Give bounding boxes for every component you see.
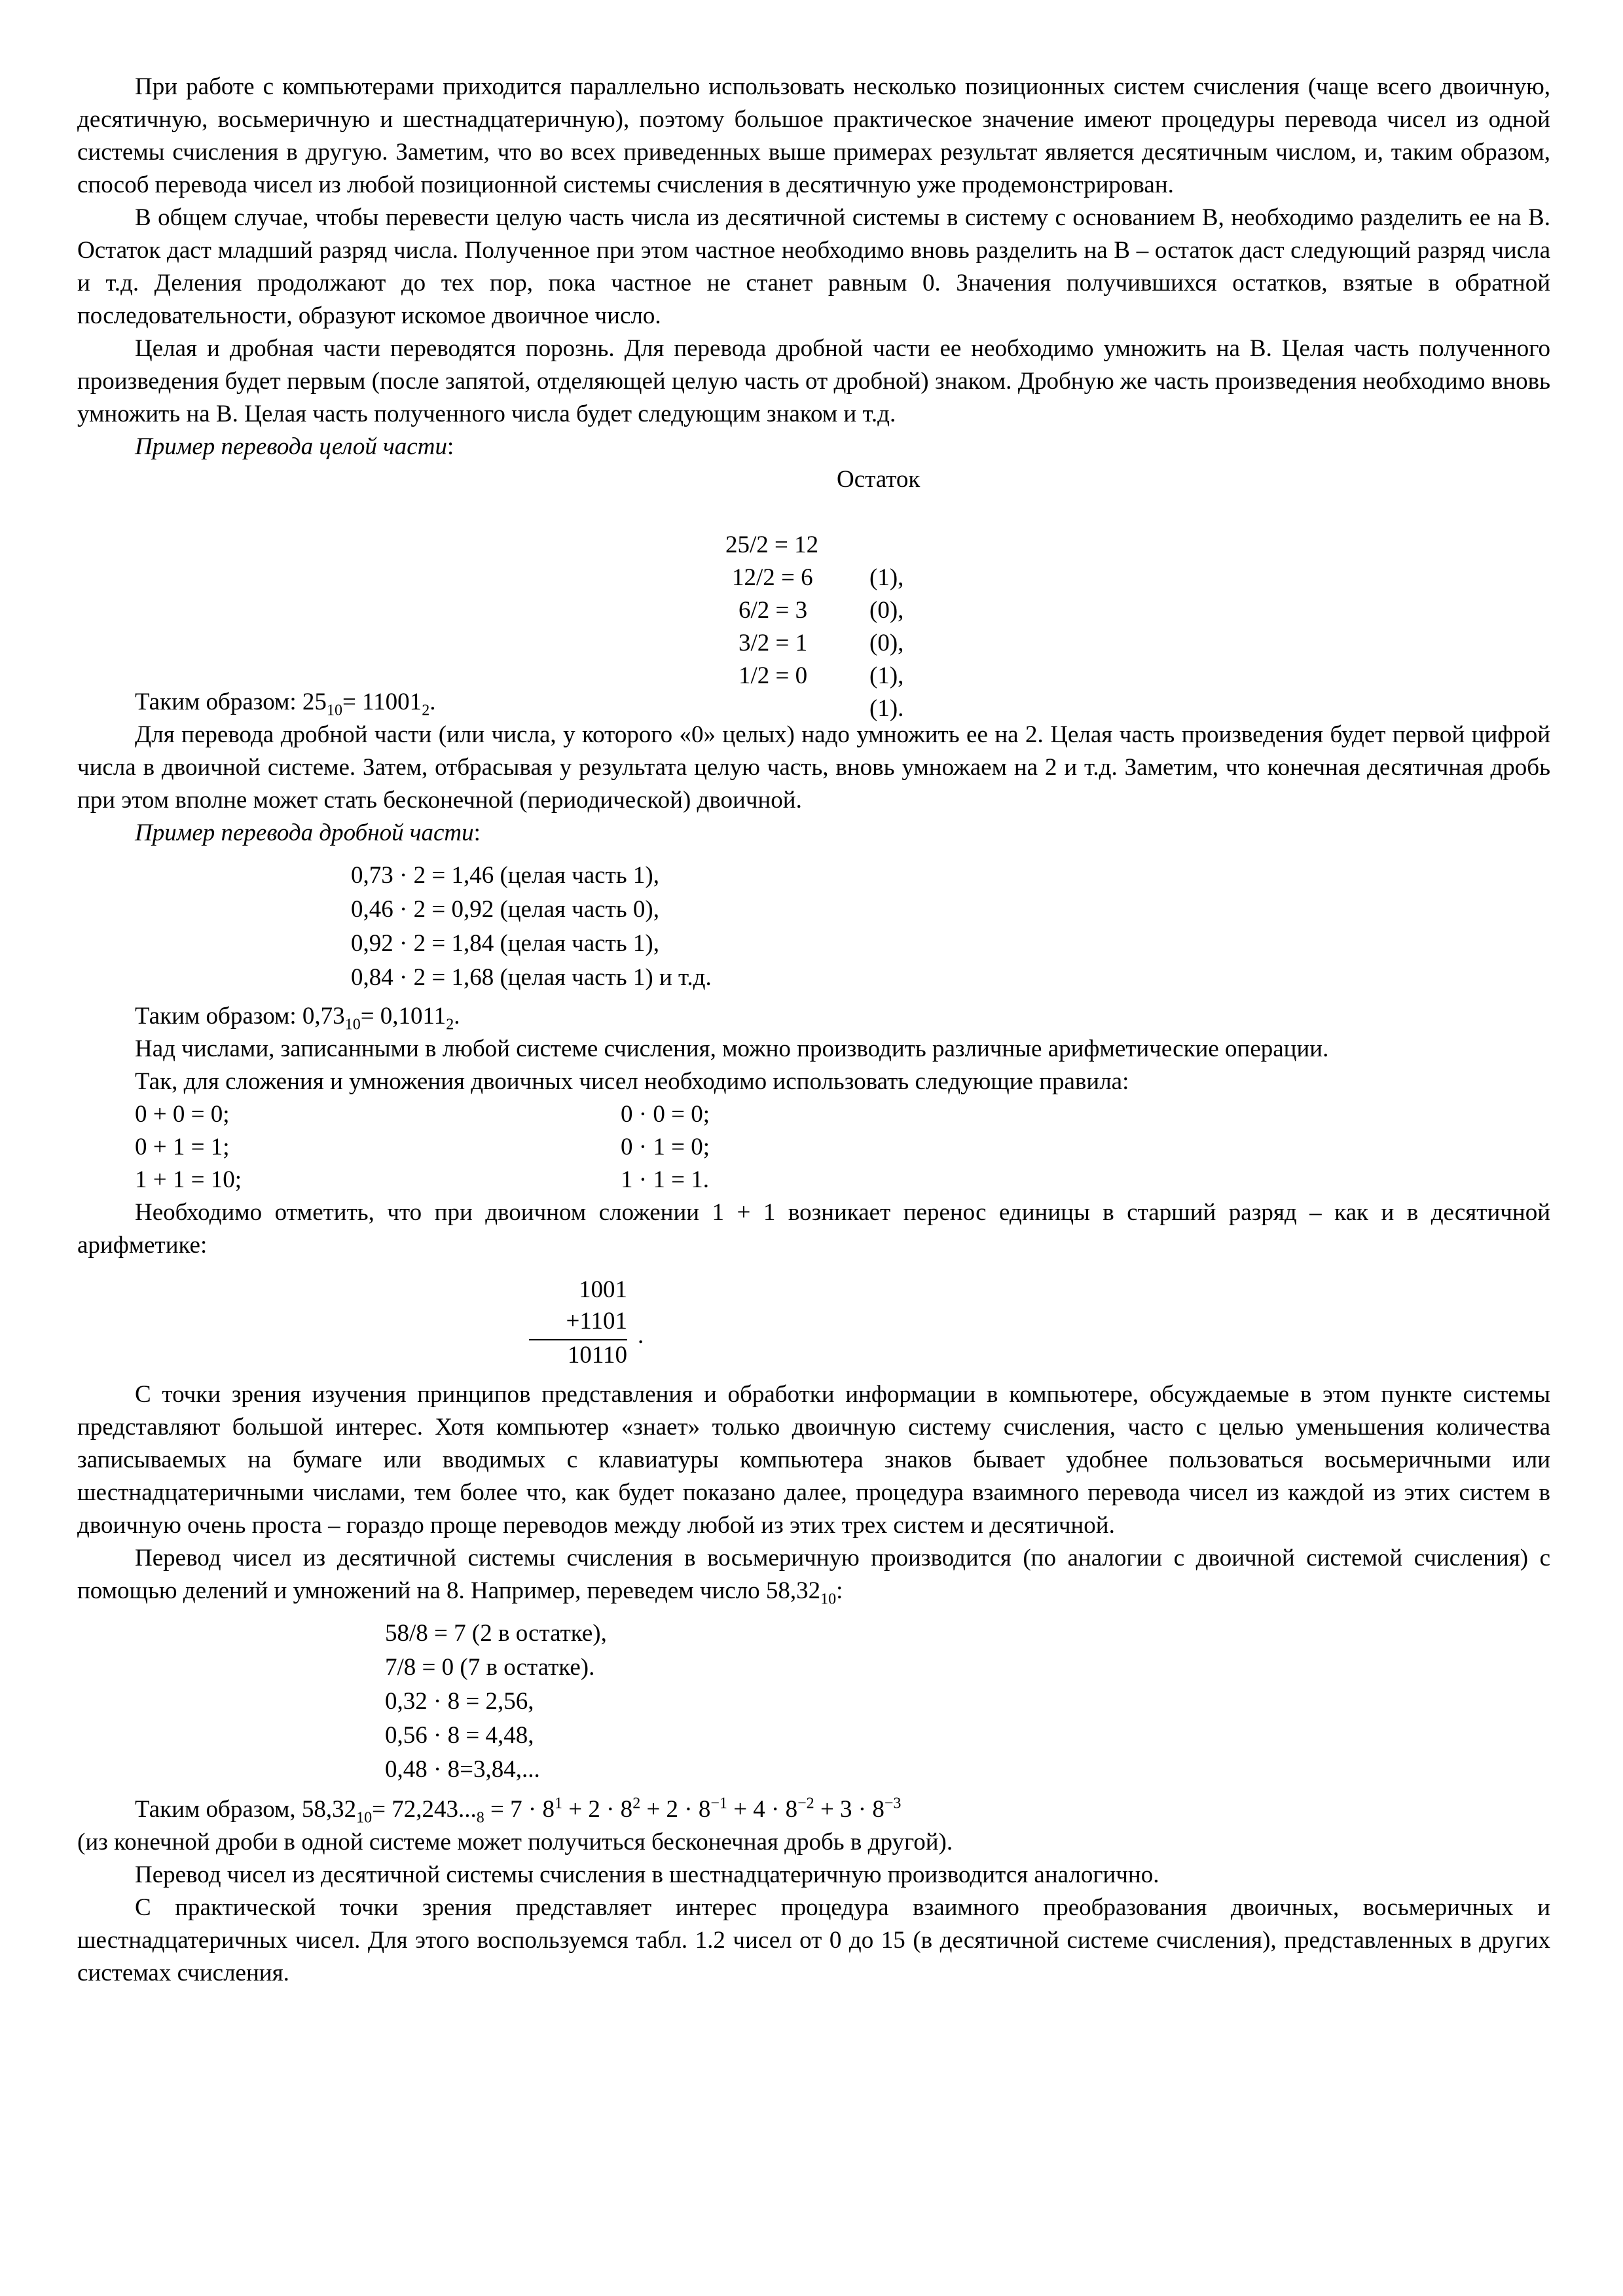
sum-result: 10110 bbox=[567, 1342, 627, 1369]
rule-row: 0 + 1 = 1; bbox=[135, 1134, 230, 1160]
paragraph-7: Необходимо отметить, что при двоичном сложении 1 + 1 возникает перенос единицы в старший разряд – как и в десятичной арифметике: bbox=[77, 1199, 1550, 1259]
rule-row: 0 · 1 = 0; bbox=[621, 1134, 710, 1160]
paragraph-5: Над числами, записанными в любой системе счисления, можно производить различные арифметические операции. bbox=[135, 1035, 1329, 1062]
binary-sum-example bbox=[77, 1274, 1550, 1372]
frac-row: 0,92 · 2 = 1,84 (целая часть 1), bbox=[351, 930, 659, 957]
paragraph-12: С практической точки зрения представляет интерес процедура взаимного преобразования двоичных, восьмеричных и шестнадцатеричных чисел. Для этого воспользуемся табл. 1.2 чисел от 0 до 15 (в десятичной системе счисления), представленных в других системах счисления. bbox=[77, 1894, 1550, 1986]
oct-row: 0,32 · 8 = 2,56, bbox=[385, 1688, 534, 1715]
int-row-eq: 3/2 = 1 bbox=[739, 630, 808, 656]
paragraph-11: Перевод чисел из десятичной системы счисления в шестнадцатеричную производится аналогично. bbox=[135, 1861, 1159, 1888]
paragraph-6: Так, для сложения и умножения двоичных чисел необходимо использовать следующие правила: bbox=[135, 1068, 1129, 1095]
example-int-heading: Пример перевода целой части: bbox=[135, 433, 454, 460]
int-row-eq: 12/2 = 6 bbox=[732, 564, 813, 591]
rule-row: 1 + 1 = 10; bbox=[135, 1166, 242, 1193]
frac-row: 0,73 · 2 = 1,46 (целая часть 1), bbox=[351, 862, 659, 889]
paragraph-8: С точки зрения изучения принципов представления и обработки информации в компьютере, обсуждаемые в этом пункте системы представляют большой интерес. Хотя компьютер «знает» только двоичную систему счисления, часто с целью уменьшения количества записываемых на бумаге или вводимых с клавиатуры компьютера знаков бывает удобнее пользоваться восьмеричными или шестнадцатеричными числами, тем более что, как будет показано далее, процедура взаимного перевода чисел из каждой из этих систем в двоичную очень проста – гораздо проще переводов между любой из этих трех систем и десятичной. bbox=[77, 1381, 1550, 1539]
paragraph-9: Перевод чисел из десятичной системы счисления в восьмеричную производится (по аналогии с двоичной системой счисления) с помощью делений и умножений на 8. Например, переведем число $58,32_{10}$: bbox=[77, 1545, 1550, 1608]
example-frac-heading: Пример перевода дробной части: bbox=[135, 819, 481, 846]
binary-rules bbox=[77, 1098, 1550, 1196]
paragraph-2: В общем случае, чтобы перевести целую часть числа из десятичной системы в систему с основанием B, необходимо разделить ее на B. Остаток даст младший разряд числа. Полученное при этом частное необходимо вновь разделить на B – остаток даст следующий разряд числа и т.д. Деления продолжают до тех пор, пока частное не станет равным 0. Значения получившихся остатков, взятые в обратной последовательности, образуют искомое двоичное число. bbox=[77, 204, 1550, 329]
paragraph-3: Целая и дробная части переводятся порознь. Для перевода дробной части ее необходимо умножить на B. Целая часть полученного произведения будет первым (после запятой, отделяющей целую часть от дробной) знаком. Дробную же часть произведения необходимо вновь умножить на B. Целая часть полученного числа будет следующим знаком и т.д. bbox=[77, 335, 1550, 427]
result-frac: Таким образом: $0,73_{10}= 0,1011_2$. bbox=[135, 1003, 460, 1033]
int-row-rem: (1), bbox=[869, 662, 904, 689]
frac-conversion-example bbox=[77, 859, 1550, 995]
frac-row: 0,84 · 2 = 1,68 (целая часть 1) и т.д. bbox=[351, 964, 712, 991]
int-row bbox=[739, 627, 904, 758]
rule-row: 0 + 0 = 0; bbox=[135, 1101, 230, 1128]
remainder-header: Остаток bbox=[837, 466, 921, 493]
int-row-eq: 1/2 = 0 bbox=[739, 662, 808, 689]
int-row-rem: (0), bbox=[869, 597, 904, 624]
int-row-eq: 6/2 = 3 bbox=[739, 597, 808, 624]
addition-rules bbox=[135, 1098, 242, 1196]
int-row-rem: (0), bbox=[869, 630, 904, 656]
oct-conversion-example bbox=[77, 1617, 1550, 1787]
int-row-rem: (1). bbox=[869, 695, 904, 722]
oct-row: 0,48 · 8=3,84,... bbox=[385, 1756, 540, 1783]
paragraph-10: (из конечной дроби в одной системе может получиться бесконечная дробь в другой). bbox=[77, 1829, 953, 1856]
rule-row: 0 · 0 = 0; bbox=[621, 1101, 710, 1128]
document-page bbox=[77, 71, 1550, 1990]
int-row-rem: (1), bbox=[869, 564, 904, 591]
result-int: Таким образом: $25_{10}= 11001_2$. bbox=[135, 689, 436, 719]
frac-row: 0,46 · 2 = 0,92 (целая часть 0), bbox=[351, 896, 659, 923]
oct-row: 7/8 = 0 (7 в остатке). bbox=[385, 1654, 595, 1681]
sum-operand-b: +1101 bbox=[566, 1308, 627, 1335]
paragraph-1: При работе с компьютерами приходится параллельно использовать несколько позиционных систем счисления (чаще всего двоичную, десятичную, восьмеричную и шестнадцатеричную), поэтому большое практическое значение имеют процедуры перевода чисел из одной системы счисления в другую. Заметим, что во всех приведенных выше примерах результат является десятичным числом, и, таким образом, способ перевода чисел из любой позиционной системы счисления в десятичную уже продемонстрирован. bbox=[77, 73, 1550, 198]
oct-row: 58/8 = 7 (2 в остатке), bbox=[385, 1620, 607, 1647]
int-row-eq: 25/2 = 12 bbox=[725, 531, 819, 558]
result-oct: Таким образом, $58,32_{10}= 72,243..._8 = 7 \cdot 8^1 + 2 \cdot 8^2 + 2 \cdot 8^{-1} + 4 \cdot 8^{-2} + 3 \cdot 8^{-3}$ bbox=[135, 1795, 902, 1827]
paragraph-4: Для перевода дробной части (или числа, у которого «0» целых) надо умножить ее на 2. Целая часть произведения будет первой цифрой числа в двоичной системе. Затем, отбрасывая у результата целую часть, вновь умножаем на 2 и т.д. Заметим, что конечная десятичная дробь при этом вполне может стать бесконечной (периодической) двоичной. bbox=[77, 721, 1550, 814]
rule-row: 1 · 1 = 1. bbox=[621, 1166, 709, 1193]
oct-row: 0,56 · 8 = 4,48, bbox=[385, 1722, 534, 1749]
multiplication-rules bbox=[621, 1098, 710, 1196]
sum-operand-a: 1001 bbox=[579, 1276, 627, 1303]
sum-dot: . bbox=[638, 1322, 644, 1349]
